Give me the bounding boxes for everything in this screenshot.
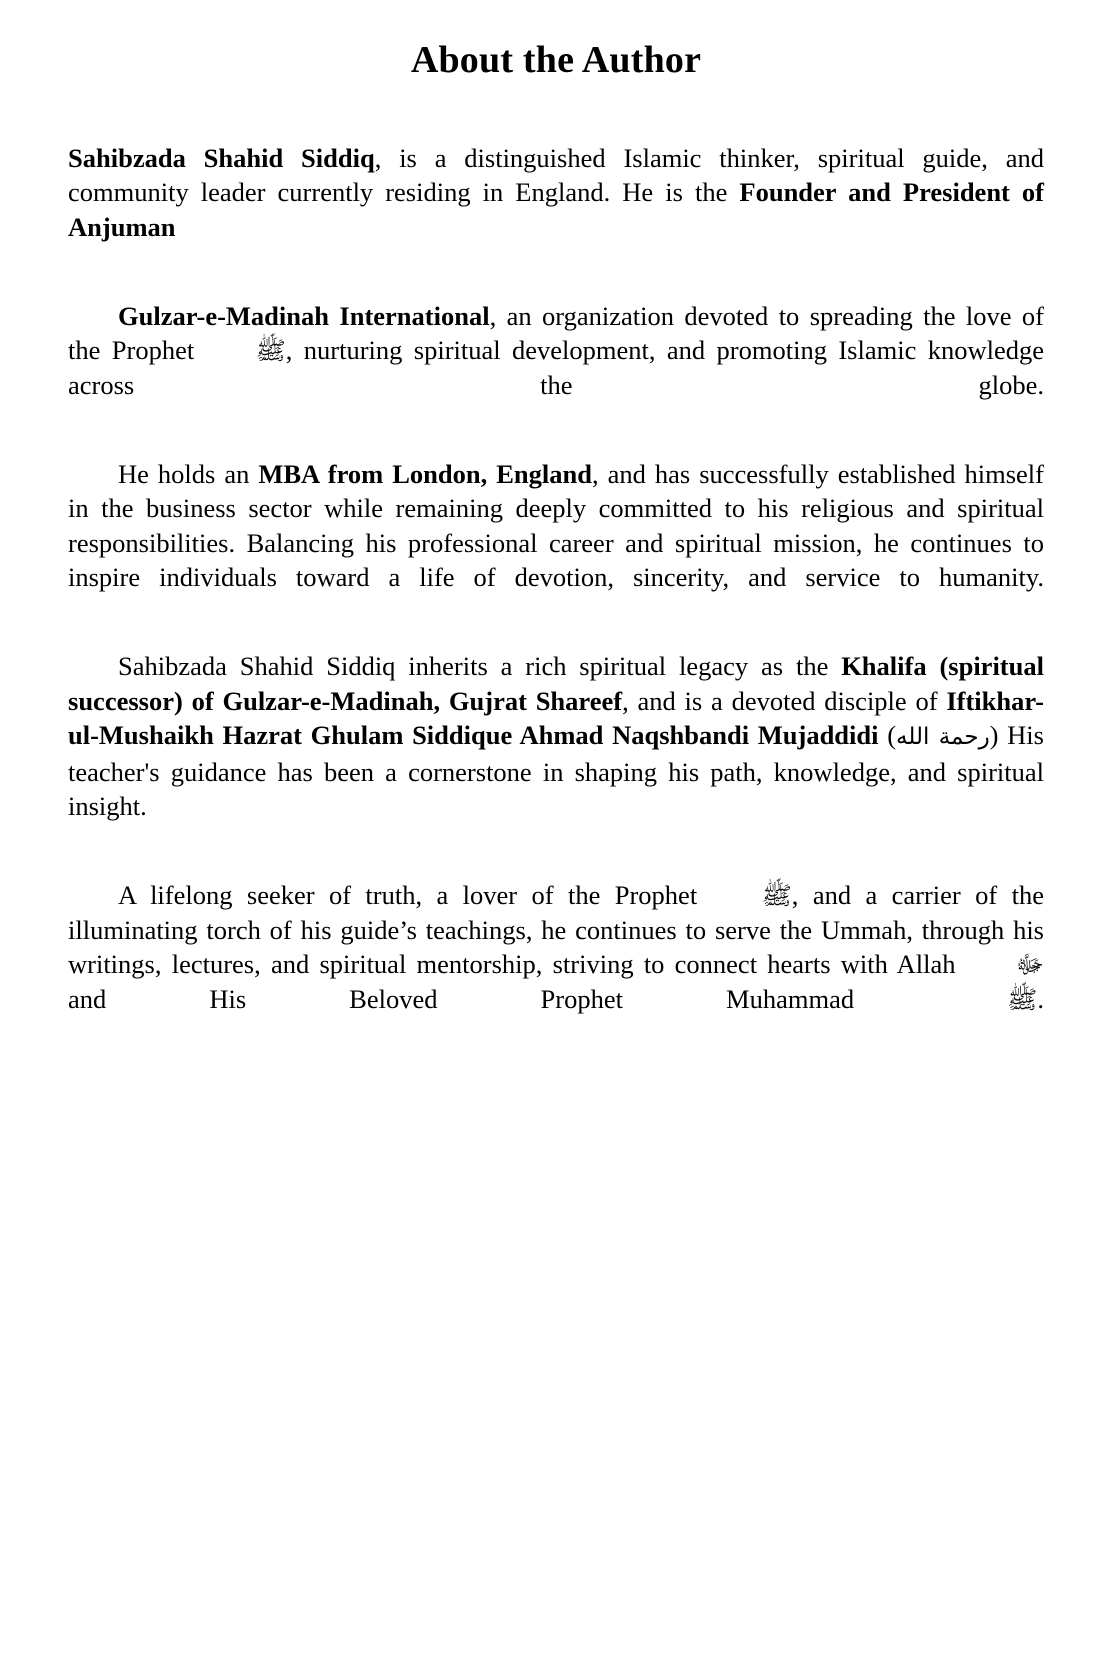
text-run: , and a carrier of the illuminating torch of his guide’s teachings, he continues to serve the Ummah, through his writings, lectures, and spiritual mentorship, striving to connect hearts with Allah <box>68 880 1044 980</box>
text-run: , nurturing spiritual development, and promoting Islamic knowledge across the globe. <box>68 335 1044 400</box>
text-run: . <box>1037 983 1044 1014</box>
honorific-glyph: ﷺ <box>255 336 286 366</box>
text-run: , is a distinguished Islamic thinker, spiritual guide, and community leader currently residing in England. He is the <box>68 142 1044 208</box>
paragraph <box>68 649 1044 858</box>
paragraph <box>68 457 1044 630</box>
author-biography-body <box>68 141 1044 1051</box>
text-run: , an organization devoted to spreading the love of the Prophet <box>68 300 1045 366</box>
bold-text-run: MBA from London, England <box>258 458 592 489</box>
bold-text-run: Sahibzada Shahid Siddiq <box>68 142 375 173</box>
text-run: and His Beloved Prophet Muhammad <box>68 983 958 1014</box>
text-run: , and has successfully established himself in the business sector while remaining deeply committed to his religious and spiritual responsibilities. Balancing his professional career and spiritual mission, he continues to inspire individuals toward a life of devotion, sincerity, and service to humanity. <box>68 458 1044 593</box>
page-title: About the Author <box>410 39 702 81</box>
honorific-glyph: ﷻ <box>1015 950 1044 980</box>
bold-text-run: Gulzar-e-Madinah International <box>118 300 490 331</box>
arabic-text: رحمة الله <box>896 724 990 751</box>
text-run: ( <box>878 720 897 751</box>
paragraph <box>68 141 1044 279</box>
bold-text-run: Founder and President of Anjuman <box>68 177 1044 242</box>
paragraph <box>68 299 1044 437</box>
bold-text-run: Khalifa (spiritual successor) of Gulzar-e-Madinah, Gujrat Shareef <box>68 651 1044 716</box>
paragraph <box>68 878 1044 1051</box>
text-run: Sahibzada Shahid Siddiq inherits a rich spiritual legacy as the <box>118 651 842 682</box>
text-run: A lifelong seeker of truth, a lover of the Prophet <box>118 880 712 911</box>
bold-text-run: Iftikhar-ul-Mushaikh Hazrat Ghulam Siddique Ahmad Naqshbandi Mujaddidi <box>68 685 1044 751</box>
honorific-glyph: ﷺ <box>761 881 792 911</box>
text-run: He holds an <box>118 458 259 489</box>
text-run: ) His teacher's guidance has been a cornerstone in shaping his path, knowledge, and spiritual insight. <box>68 720 1044 822</box>
honorific-glyph: ﷺ <box>1007 984 1038 1014</box>
text-run: , and is a devoted disciple of <box>622 685 947 716</box>
